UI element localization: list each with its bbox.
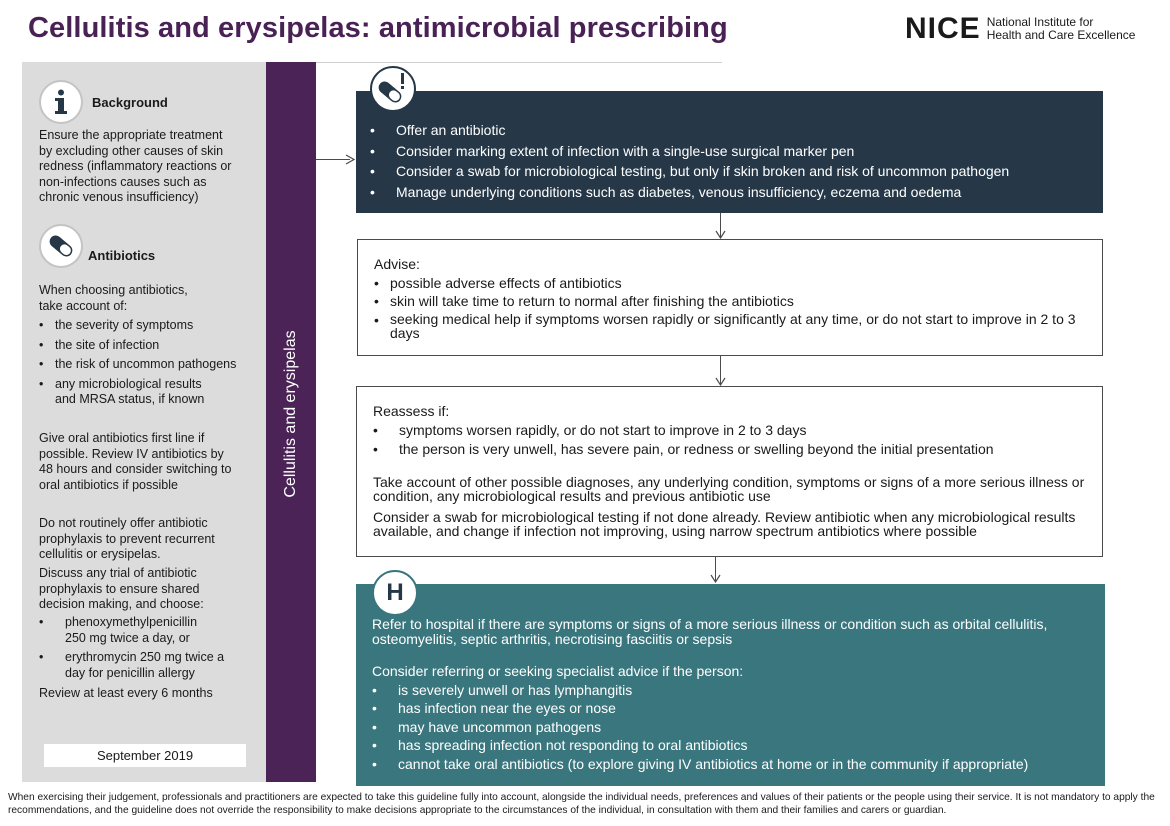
nice-logo-word: NICE: [905, 12, 981, 45]
arrowhead-icon: [715, 376, 726, 386]
nice-logo-subtitle: National Institute for Health and Care Excellence: [986, 15, 1136, 42]
reassess-paragraph: Take account of other possible diagnoses, any underlying condition, symptoms or signs of a more serious illness or condition, any microbiological results and previous antibiotic use: [373, 473, 1085, 504]
publication-date: September 2019: [44, 744, 246, 767]
list-item: • the site of infection: [39, 337, 160, 352]
referral-box: [356, 584, 1105, 786]
background-heading: Background: [92, 95, 168, 110]
choosing-list: [39, 318, 249, 408]
list-item: • the severity of symptoms: [39, 318, 194, 332]
list-item: • any microbiological results and MRSA status, if known: [39, 376, 205, 406]
antibiotics-heading: Antibiotics: [88, 248, 156, 263]
list-item: • has spreading infection not responding to oral antibiotics: [372, 737, 748, 753]
list-item: • the person is very unwell, has severe pain, or redness or swelling beyond the initial presentation: [373, 441, 994, 457]
review-text: Review at least every 6 months: [39, 686, 213, 700]
list-item: • possible adverse effects of antibiotics: [374, 274, 622, 291]
capsule-icon: [39, 224, 83, 268]
consider-referring-text: Consider referring or seeking specialist advice if the person:: [372, 663, 744, 679]
list-item: • the risk of uncommon pathogens: [39, 357, 237, 371]
list-item: • Offer an antibiotic: [370, 122, 506, 138]
capsule-alert-icon: [370, 66, 416, 112]
list-item: • Consider marking extent of infection with a single-use surgical marker pen: [370, 142, 855, 159]
hospital-icon: H: [372, 570, 418, 616]
list-item: • cannot take oral antibiotics (to explore giving IV antibiotics at home or in the community if appropriate): [372, 755, 1029, 772]
refer-hospital-text: Refer to hospital if there are symptoms or signs of a more serious illness or condition such as orbital cellulitis, osteomyelitis, septic arthritis, necrotising fasciitis or sepsis: [372, 616, 1048, 647]
advise-heading: Advise:: [374, 256, 420, 272]
background-text: Ensure the appropriate treatment by excluding other causes of skin redness (inflammatory reactions or non-infections causes such as chronic venous insufficiency): [39, 128, 232, 204]
disclaimer-footer: When exercising their judgement, professionals and practitioners are expected to take this guideline fully into account, alongside the individual needs, preferences and values of their patients or the people using their service. It is not mandatory to apply the recommendations, and the guideline does not override the responsibility to make decisions appropriate to the circumstances of the individual, in consultation with them and their families and carers or guardian.: [8, 792, 1155, 816]
list-item: • has infection near the eyes or nose: [372, 700, 616, 716]
page-title: Cellulitis and erysipelas: antimicrobial prescribing: [28, 12, 728, 44]
list-item: • skin will take time to return to normal after finishing the antibiotics: [374, 293, 794, 309]
nice-logo: [905, 14, 1135, 44]
list-item: • seeking medical help if symptoms worsen rapidly or significantly at any time, or do not start to improve in 2 to 3 days: [374, 310, 1076, 341]
vertical-bar-label: Cellulitis and erysipelas: [282, 330, 299, 498]
arrowhead-icon: [710, 573, 721, 583]
list-item: • Manage underlying conditions such as diabetes, venous insufficiency, eczema and oedema: [370, 183, 962, 200]
list-item: • phenoxymethylpenicillin 250 mg twice a day, or: [39, 615, 198, 645]
swab-paragraph: Consider a swab for microbiological testing if not done already. Review antibiotic when any microbiological results available, and change if infection not improving, using narrow spectrum antibiotics where possible: [373, 508, 1076, 539]
info-icon: [39, 80, 83, 124]
discuss-text: Discuss any trial of antibiotic prophylaxis to ensure shared decision making, and choose:: [39, 566, 204, 611]
choosing-intro: When choosing antibiotics, take account of:: [39, 283, 188, 313]
arrowhead-icon: [344, 154, 356, 165]
prophylaxis-options: [39, 615, 249, 681]
list-item: • erythromycin 250 mg twice a day for penicillin allergy: [39, 650, 225, 680]
prophylaxis-text: Do not routinely offer antibiotic prophylaxis to prevent recurrent cellulitis or erysipelas.: [39, 516, 215, 561]
arrowhead-icon: [715, 229, 726, 239]
initial-treatment-box: [356, 91, 1103, 213]
reassess-heading: Reassess if:: [373, 403, 450, 419]
advise-box: [357, 239, 1103, 356]
list-item: • Consider a swab for microbiological testing, but only if skin broken and risk of uncommon pathogen: [370, 163, 1010, 179]
list-item: • symptoms worsen rapidly, or do not start to improve in 2 to 3 days: [373, 421, 807, 438]
reassess-box: [356, 386, 1103, 557]
list-item: • is severely unwell or has lymphangitis: [372, 681, 633, 698]
oral-antibiotics-text: Give oral antibiotics first line if possible. Review IV antibiotics by 48 hours and consider switching to oral antibiotics if possible: [39, 431, 232, 492]
list-item: • may have uncommon pathogens: [372, 718, 602, 735]
